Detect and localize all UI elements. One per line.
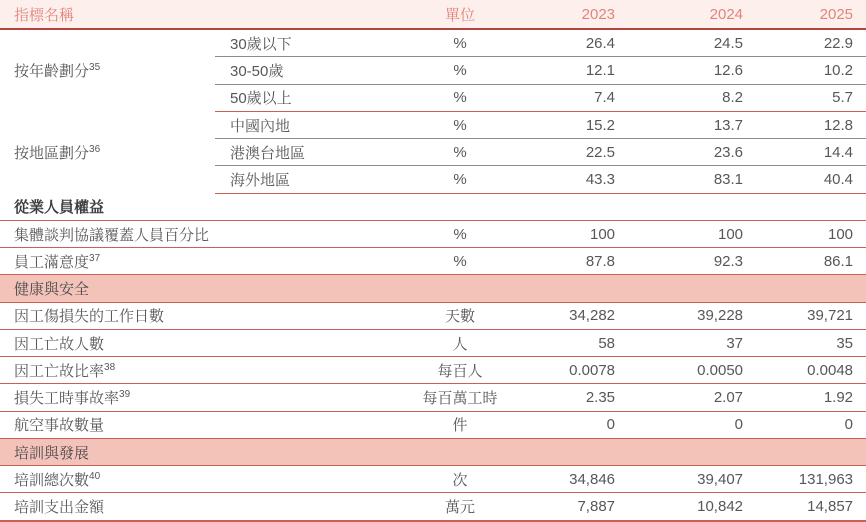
value-2023: 2.35 (505, 384, 618, 411)
unit-cell: 萬元 (415, 493, 505, 521)
group-label-by-region (0, 111, 215, 193)
value-2024: 37 (618, 329, 746, 356)
unit-cell: 次 (415, 466, 505, 493)
unit-cell: 人 (415, 329, 505, 356)
section-title: 健康與安全 (0, 275, 866, 302)
value-2025: 12.8 (746, 111, 866, 138)
unit-cell: % (415, 139, 505, 166)
indicator-label: 集體談判協議覆蓋人員百分比 (0, 220, 415, 247)
indicator-label-text: 損失工時事故率 (14, 390, 120, 407)
unit-cell: % (415, 248, 505, 275)
value-2025: 14.4 (746, 139, 866, 166)
value-2023: 26.4 (505, 29, 618, 57)
table-row (0, 384, 866, 411)
table-row (0, 220, 866, 247)
value-2024: 10,842 (618, 493, 746, 521)
value-2024: 24.5 (618, 29, 746, 57)
unit-cell: % (415, 84, 505, 111)
table-row (0, 466, 866, 493)
value-2025: 0.0048 (746, 357, 866, 384)
sub-label: 50歲以上 (215, 84, 415, 111)
value-2023: 100 (505, 220, 618, 247)
sub-label: 30-50歲 (215, 57, 415, 84)
footnote-ref: 40 (89, 470, 101, 482)
unit-cell: % (415, 29, 505, 57)
value-2024: 39,228 (618, 302, 746, 329)
value-2023: 0 (505, 411, 618, 438)
value-2023: 58 (505, 329, 618, 356)
unit-cell: % (415, 111, 505, 138)
value-2024: 12.6 (618, 57, 746, 84)
indicator-label: 航空事故數量 (0, 411, 415, 438)
table-row (0, 29, 866, 57)
value-2023: 22.5 (505, 139, 618, 166)
value-2023: 15.2 (505, 111, 618, 138)
value-2025: 5.7 (746, 84, 866, 111)
indicator-label (0, 384, 415, 411)
value-2025: 40.4 (746, 166, 866, 193)
value-2025: 131,963 (746, 466, 866, 493)
section-header-row-training-development (0, 438, 866, 465)
column-header-indicator-name: 指標名稱 (0, 0, 415, 29)
section-title: 培訓與發展 (0, 438, 866, 465)
indicator-label (0, 248, 415, 275)
unit-cell: 每百萬工時 (415, 384, 505, 411)
value-2023: 12.1 (505, 57, 618, 84)
footnote-ref: 39 (119, 389, 131, 400)
footnote-ref: 36 (89, 143, 101, 155)
value-2025: 0 (746, 411, 866, 438)
sub-label: 港澳台地區 (215, 139, 415, 166)
group-label-text: 按地區劃分 (14, 144, 90, 162)
footnote-ref: 38 (104, 361, 116, 373)
table-row (0, 493, 866, 521)
footnote-ref: 37 (89, 252, 101, 264)
footnote-ref: 35 (89, 62, 101, 74)
unit-cell: 件 (415, 411, 505, 438)
value-2023: 34,846 (505, 466, 618, 493)
value-2023: 7,887 (505, 493, 618, 521)
sub-label: 中國內地 (215, 111, 415, 138)
value-2024: 39,407 (618, 466, 746, 493)
section-header-row-health-safety (0, 275, 866, 302)
indicator-label (0, 357, 415, 384)
value-2025: 100 (746, 220, 866, 247)
value-2024: 23.6 (618, 139, 746, 166)
group-label-text: 按年齡劃分 (14, 63, 90, 81)
value-2025: 35 (746, 329, 866, 356)
unit-cell: % (415, 220, 505, 247)
indicator-label: 因工亡故人數 (0, 329, 415, 356)
table-row (0, 357, 866, 384)
indicator-label-text: 員工滿意度 (14, 253, 90, 271)
value-2024: 2.07 (618, 384, 746, 411)
unit-cell: 每百人 (415, 357, 505, 384)
value-2024: 13.7 (618, 111, 746, 138)
value-2024: 0 (618, 411, 746, 438)
table-row (0, 248, 866, 275)
sub-label: 30歲以下 (215, 29, 415, 57)
indicator-label: 培訓支出金額 (0, 493, 415, 521)
section-title: 從業人員權益 (0, 193, 866, 220)
value-2023: 43.3 (505, 166, 618, 193)
value-2024: 8.2 (618, 84, 746, 111)
unit-cell: 天數 (415, 302, 505, 329)
indicator-label (0, 466, 415, 493)
value-2025: 39,721 (746, 302, 866, 329)
column-header-2023: 2023 (505, 0, 618, 29)
value-2023: 7.4 (505, 84, 618, 111)
unit-cell: % (415, 57, 505, 84)
table-row (0, 411, 866, 438)
column-header-2025: 2025 (746, 0, 866, 29)
table-row (0, 111, 866, 138)
value-2024: 92.3 (618, 248, 746, 275)
value-2025: 86.1 (746, 248, 866, 275)
indicator-label-text: 因工亡故比率 (14, 362, 105, 380)
unit-cell: % (415, 166, 505, 193)
value-2024: 0.0050 (618, 357, 746, 384)
table-row (0, 302, 866, 329)
table-header-row (0, 0, 866, 29)
value-2025: 1.92 (746, 384, 866, 411)
value-2025: 22.9 (746, 29, 866, 57)
indicator-label: 因工傷損失的工作日數 (0, 302, 415, 329)
value-2023: 0.0078 (505, 357, 618, 384)
value-2024: 100 (618, 220, 746, 247)
indicator-label-text: 培訓總次數 (14, 471, 90, 489)
column-header-unit: 單位 (415, 0, 505, 29)
value-2025: 14,857 (746, 493, 866, 521)
sub-label: 海外地區 (215, 166, 415, 193)
value-2023: 87.8 (505, 248, 618, 275)
value-2023: 34,282 (505, 302, 618, 329)
section-header-row-employee-rights (0, 193, 866, 220)
column-header-2024: 2024 (618, 0, 746, 29)
table-row (0, 329, 866, 356)
value-2024: 83.1 (618, 166, 746, 193)
group-label-by-age (0, 29, 215, 111)
value-2025: 10.2 (746, 57, 866, 84)
